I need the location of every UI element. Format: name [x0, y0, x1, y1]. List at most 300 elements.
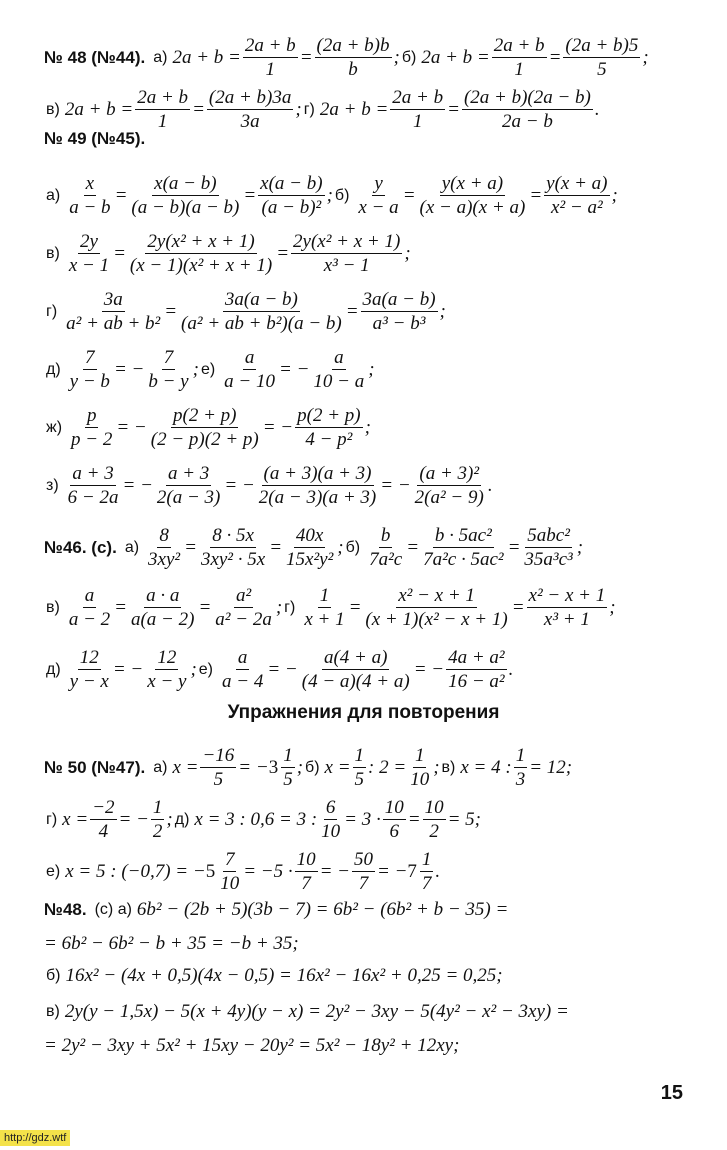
- math-line: [44, 648, 707, 691]
- fraction-denominator: 2: [152, 821, 163, 842]
- math-text: = −: [238, 757, 269, 778]
- math-line: [44, 130, 707, 147]
- fraction-numerator: x(a − b): [260, 173, 323, 194]
- math-line: [44, 36, 707, 79]
- math-text: = 3 ·: [344, 809, 381, 830]
- fraction: [135, 88, 190, 131]
- fraction: [367, 526, 404, 569]
- fraction-denominator: b: [348, 59, 358, 80]
- math-line: [44, 1002, 707, 1021]
- math-text: .: [435, 861, 441, 882]
- page-number: 15: [660, 1082, 683, 1104]
- fraction-denominator: y − x: [69, 671, 109, 692]
- math-text: =: [114, 185, 128, 206]
- subitem-label: б): [305, 758, 320, 776]
- fraction: [128, 232, 274, 275]
- fraction: [300, 648, 412, 691]
- math-text: ;: [576, 537, 584, 558]
- fraction-numerator: 2a + b: [493, 35, 545, 56]
- fraction-numerator: 40x: [295, 525, 324, 546]
- fraction-denominator: 2: [429, 821, 439, 842]
- fraction: [423, 798, 446, 841]
- subitem-label: а): [153, 758, 168, 776]
- math-text: .: [508, 659, 514, 680]
- math-text: = −: [122, 475, 153, 496]
- fraction: [462, 88, 593, 131]
- math-line: [44, 798, 707, 841]
- fraction-numerator: (2a + b)3a: [208, 87, 292, 108]
- exercise-number: №46. (с).: [44, 538, 117, 557]
- fraction-denominator: a³ − b³: [372, 313, 426, 334]
- fraction-denominator: a − b: [69, 197, 111, 218]
- subitem-label: г): [303, 100, 315, 118]
- math-text: x =: [62, 809, 89, 830]
- fraction-numerator: a(4 + a): [323, 647, 388, 668]
- fraction: [291, 232, 402, 275]
- fraction-numerator: 3a(a − b): [224, 289, 298, 310]
- math-line: [44, 900, 707, 919]
- fraction-numerator: y(x + a): [546, 173, 608, 194]
- fraction-numerator: a + 3: [167, 463, 210, 484]
- math-text: ;: [433, 757, 440, 778]
- math-text: 2y(y − 1,5x) − 5(x + 4y)(y − x) = 2y² − 3xy − 5(4y² − x² − 3xy) =: [64, 1001, 569, 1022]
- fraction-denominator: a − 2: [68, 609, 111, 630]
- math-text: .: [487, 475, 493, 496]
- mixed-whole: 5: [205, 861, 216, 882]
- fraction-numerator: 4a + a²: [448, 647, 505, 668]
- fraction: [413, 464, 486, 507]
- math-text: ;: [295, 99, 302, 120]
- fraction-denominator: x − y: [147, 671, 187, 692]
- fraction-numerator: 1: [414, 745, 425, 766]
- fraction-denominator: 10: [220, 873, 240, 894]
- math-text: = −: [380, 475, 411, 496]
- fraction: [527, 586, 608, 629]
- fraction-denominator: x² − a²: [551, 197, 603, 218]
- fraction: [199, 526, 267, 569]
- subitem-label: в): [46, 598, 60, 616]
- fraction-denominator: (4 − a)(4 + a): [301, 671, 410, 692]
- math-text: = −: [118, 809, 149, 830]
- fraction: [492, 36, 547, 79]
- fraction-numerator: p(2 + p): [297, 405, 361, 426]
- fraction: [69, 406, 114, 449]
- math-text: ;: [642, 47, 649, 68]
- fraction-denominator: x³ − 1: [323, 255, 370, 276]
- math-text: = −: [319, 861, 350, 882]
- math-text: = −: [262, 417, 294, 438]
- math-text: = 5;: [447, 809, 481, 830]
- fraction: [90, 798, 116, 841]
- fraction-numerator: 1: [152, 797, 163, 818]
- fraction-denominator: 10: [410, 769, 430, 790]
- math-text: 16x² − (4x + 0,5)(4x − 0,5) = 16x² − 16x² + 0,25 = 0,25;: [65, 965, 503, 986]
- subitem-label: д): [46, 360, 61, 378]
- fraction-denominator: (a − b)(a − b): [131, 197, 240, 218]
- fraction: [383, 798, 406, 841]
- fraction-denominator: 1: [514, 59, 524, 80]
- math-text: = −: [279, 359, 310, 380]
- fraction-denominator: 1: [157, 111, 168, 132]
- fraction: [68, 648, 111, 691]
- fraction: [311, 348, 366, 391]
- mixed-whole: 3: [268, 757, 279, 778]
- subitem-label: а): [124, 538, 140, 556]
- subitem-label: (с) а): [94, 900, 132, 918]
- fraction-denominator: b − y: [148, 371, 189, 392]
- fraction-numerator: a: [334, 347, 344, 368]
- fraction: [220, 648, 265, 691]
- fraction-numerator: p(2 + p): [173, 405, 237, 426]
- subitem-label: г): [46, 302, 58, 320]
- fraction: [257, 464, 378, 507]
- fraction-numerator: x² − x + 1: [528, 585, 606, 606]
- math-line: [44, 850, 707, 893]
- math-text: = 6b² − 6b² − b + 35 = −b + 35;: [44, 933, 299, 954]
- math-line: [44, 348, 707, 391]
- fraction-denominator: 7a²c · 5ac²: [423, 549, 504, 570]
- math-text: =: [276, 243, 290, 264]
- exercise-number: № 49 (№45).: [44, 129, 146, 148]
- fraction-numerator: 8 · 5x: [212, 525, 254, 546]
- fraction-denominator: a − 4: [222, 671, 264, 692]
- fraction-numerator: y: [374, 173, 383, 194]
- math-text: ;: [275, 597, 283, 618]
- fraction-numerator: 1: [421, 849, 432, 870]
- math-text: = −5 ·: [243, 861, 293, 882]
- math-text: = 2y² − 3xy + 5x² + 15xy − 20y² = 5x² − 18y² + 12xy;: [44, 1035, 460, 1056]
- math-line: [44, 526, 707, 569]
- math-text: x =: [172, 757, 199, 778]
- fraction-denominator: 5: [597, 59, 607, 80]
- fraction: [146, 348, 190, 391]
- math-text: 2a + b =: [64, 99, 134, 120]
- fraction: [179, 290, 344, 333]
- fraction-denominator: 7: [301, 873, 311, 894]
- fraction-numerator: 12: [157, 647, 177, 668]
- fraction: [284, 526, 335, 569]
- math-text: ;: [326, 185, 333, 206]
- math-line: [44, 966, 707, 985]
- fraction: [146, 526, 182, 569]
- math-text: =: [198, 597, 212, 618]
- math-text: = −: [113, 359, 145, 380]
- fraction-numerator: x(a − b): [154, 173, 217, 194]
- fraction: [67, 232, 111, 275]
- math-text: =: [407, 809, 421, 830]
- math-text: .: [594, 99, 600, 120]
- math-text: =: [345, 301, 359, 322]
- fraction-denominator: 3a: [240, 111, 260, 132]
- fraction-numerator: x: [85, 173, 95, 194]
- math-text: ;: [190, 659, 197, 680]
- fraction-numerator: 2y(x² + x + 1): [293, 231, 401, 252]
- math-text: =: [299, 47, 313, 68]
- subitem-label: ж): [46, 418, 63, 436]
- fraction-denominator: 7a²c: [369, 549, 403, 570]
- subitem-label: в): [441, 758, 456, 776]
- math-text: ;: [393, 47, 400, 68]
- math-text: =: [447, 99, 460, 120]
- fraction: [408, 746, 431, 789]
- fraction-denominator: (x − 1)(x² + x + 1): [129, 255, 273, 276]
- fraction-numerator: y(x + a): [441, 173, 504, 194]
- fraction-denominator: x − a: [358, 197, 399, 218]
- math-line: [44, 1036, 707, 1055]
- fraction-numerator: 50: [354, 849, 373, 870]
- fraction: [155, 464, 222, 507]
- math-line: [44, 934, 707, 953]
- fraction: [129, 586, 196, 629]
- fraction: [145, 648, 188, 691]
- fraction-numerator: 5abc²: [527, 525, 570, 546]
- subitem-label: д): [174, 810, 190, 828]
- mixed-number: [269, 746, 297, 789]
- fraction-denominator: 5: [283, 769, 293, 790]
- math-line: [44, 174, 707, 217]
- fraction-denominator: (2 − p)(2 + p): [150, 429, 259, 450]
- fraction: [315, 36, 392, 79]
- fraction-denominator: 5: [213, 769, 224, 790]
- fraction-numerator: −16: [202, 745, 235, 766]
- math-line: [44, 232, 707, 275]
- math-text: =: [507, 537, 521, 558]
- fraction-denominator: 4 − p²: [305, 429, 353, 450]
- fraction-denominator: 16 − a²: [448, 671, 505, 692]
- fraction: [295, 850, 318, 893]
- math-line: [44, 406, 707, 449]
- watermark-link[interactable]: http://gdz.wtf: [0, 1130, 70, 1146]
- fraction-numerator: 2a + b: [137, 87, 189, 108]
- subitem-label: д): [46, 660, 61, 678]
- math-text: 6b² − (2b + 5)(3b − 7) = 6b² − (6b² + b − 35) =: [136, 899, 509, 920]
- math-text: = −: [112, 659, 144, 680]
- fraction-numerator: (a + 3)(a + 3): [263, 463, 372, 484]
- fraction: [390, 88, 445, 131]
- fraction: [353, 746, 367, 789]
- math-text: =: [243, 185, 257, 206]
- fraction-denominator: y − b: [69, 371, 110, 392]
- fraction-denominator: 3: [515, 769, 526, 790]
- fraction-denominator: 1: [412, 111, 423, 132]
- fraction-numerator: a: [244, 347, 255, 368]
- fraction-numerator: 2a + b: [392, 87, 444, 108]
- subitem-label: б): [345, 538, 361, 556]
- math-text: = −: [267, 659, 298, 680]
- math-text: =: [348, 597, 362, 618]
- fraction-numerator: x² − x + 1: [398, 585, 475, 606]
- fraction-denominator: (x − a)(x + a): [419, 197, 526, 218]
- subitem-label: а): [153, 48, 168, 66]
- fraction-numerator: (2a + b)(2a − b): [463, 87, 591, 108]
- fraction: [514, 746, 528, 789]
- math-text: ;: [439, 301, 446, 322]
- math-text: =: [402, 185, 416, 206]
- math-text: = 12;: [529, 757, 573, 778]
- math-text: =: [269, 537, 283, 558]
- math-text: 2a + b =: [319, 99, 389, 120]
- math-text: ;: [166, 809, 173, 830]
- fraction-numerator: 1: [354, 745, 365, 766]
- math-text: 2a + b =: [421, 47, 490, 68]
- fraction: [544, 174, 609, 217]
- mixed-number: [206, 850, 244, 893]
- fraction: [67, 174, 112, 217]
- fraction-denominator: a − 10: [224, 371, 275, 392]
- fraction-denominator: 7: [421, 873, 432, 894]
- fraction-numerator: 8: [159, 525, 169, 546]
- mixed-whole: 7: [407, 861, 417, 882]
- fraction-denominator: a² − 2a: [215, 609, 272, 630]
- math-text: 2a + b =: [172, 47, 241, 68]
- subitem-label: в): [46, 100, 60, 118]
- math-line: [44, 586, 707, 629]
- fraction-denominator: 2(a − 3): [156, 487, 221, 508]
- fraction-numerator: 3a: [103, 289, 123, 310]
- fraction-denominator: 35a³c³: [524, 549, 573, 570]
- math-text: = −: [116, 417, 147, 438]
- fraction-numerator: 12: [79, 647, 99, 668]
- math-text: x =: [324, 757, 351, 778]
- fraction-denominator: 5: [354, 769, 365, 790]
- fraction-denominator: 6 − 2a: [67, 487, 119, 508]
- fraction-numerator: 3a(a − b): [362, 289, 436, 310]
- math-text: : 2 =: [368, 757, 407, 778]
- math-text: =: [511, 597, 525, 618]
- math-text: ;: [611, 185, 618, 206]
- math-text: =: [548, 47, 562, 68]
- fraction-denominator: 2(a² − 9): [414, 487, 484, 508]
- fraction-numerator: a + 3: [72, 463, 114, 484]
- subitem-label: б): [334, 186, 350, 204]
- fraction: [213, 586, 274, 629]
- fraction-numerator: 1: [283, 745, 293, 766]
- math-text: ;: [337, 537, 344, 558]
- math-text: ;: [296, 757, 304, 778]
- fraction-numerator: (2a + b)5: [565, 35, 639, 56]
- fraction: [64, 290, 162, 333]
- fraction: [218, 850, 241, 893]
- fraction-numerator: (a + 3)²: [419, 463, 480, 484]
- fraction: [421, 526, 506, 569]
- subitem-label: б): [401, 48, 417, 66]
- subitem-label: е): [198, 660, 214, 678]
- fraction-denominator: a(a − 2): [130, 609, 195, 630]
- fraction-denominator: x + 1: [304, 609, 345, 630]
- fraction-denominator: 4: [98, 821, 109, 842]
- math-text: =: [164, 301, 178, 322]
- math-text: = −: [377, 861, 408, 882]
- subitem-label: г): [46, 810, 58, 828]
- fraction-numerator: a²: [235, 585, 252, 606]
- fraction-denominator: 3xy² · 5x: [200, 549, 266, 570]
- fraction: [258, 174, 324, 217]
- fraction: [319, 798, 342, 841]
- fraction-denominator: (x + 1)(x² − x + 1): [365, 609, 508, 630]
- fraction: [295, 406, 362, 449]
- fraction-denominator: 2(a − 3)(a + 3): [258, 487, 377, 508]
- math-text: =: [406, 537, 420, 558]
- fraction: [363, 586, 509, 629]
- math-line: [44, 88, 707, 131]
- subitem-label: з): [46, 476, 59, 494]
- fraction: [68, 348, 112, 391]
- math-text: = −: [224, 475, 255, 496]
- fraction-denominator: x³ + 1: [543, 609, 590, 630]
- fraction: [66, 464, 121, 507]
- fraction-numerator: 10: [384, 797, 404, 818]
- fraction-denominator: 6: [389, 821, 399, 842]
- math-text: ;: [609, 597, 616, 618]
- fraction-numerator: b: [380, 525, 391, 546]
- math-text: =: [529, 185, 543, 206]
- fraction-denominator: (a² + ab + b²)(a − b): [181, 313, 342, 334]
- fraction: [222, 348, 277, 391]
- fraction: [67, 586, 112, 629]
- fraction: [149, 406, 261, 449]
- fraction: [420, 850, 434, 893]
- fraction-denominator: 7: [358, 873, 369, 894]
- math-text: =: [184, 537, 197, 558]
- math-text: =: [114, 597, 127, 618]
- fraction-denominator: 10: [321, 821, 341, 842]
- math-text: ;: [192, 359, 199, 380]
- fraction: [151, 798, 165, 841]
- math-text: ;: [404, 243, 411, 264]
- fraction: [129, 174, 241, 217]
- math-text: = −: [413, 659, 445, 680]
- math-text: =: [192, 99, 205, 120]
- fraction-numerator: 1: [515, 745, 526, 766]
- math-line: [44, 290, 707, 333]
- math-text: x = 3 : 0,6 = 3 :: [194, 809, 318, 830]
- fraction-denominator: 15x²y²: [286, 549, 334, 570]
- fraction-numerator: 2a + b: [244, 35, 296, 56]
- fraction-denominator: (a − b)²: [261, 197, 322, 218]
- fraction: [446, 648, 507, 691]
- fraction-numerator: a: [84, 585, 95, 606]
- fraction-numerator: 2y(x² + x + 1): [147, 231, 255, 252]
- exercise-number: № 48 (№44).: [44, 48, 146, 67]
- fraction-denominator: x − 1: [68, 255, 110, 276]
- fraction: [302, 586, 346, 629]
- math-line: [44, 746, 707, 789]
- fraction-denominator: 2a − b: [502, 111, 553, 132]
- fraction-numerator: 6: [325, 797, 336, 818]
- fraction: [563, 36, 640, 79]
- subitem-label: е): [46, 862, 61, 880]
- fraction: [418, 174, 528, 217]
- fraction: [207, 88, 293, 131]
- subitem-label: в): [46, 244, 60, 262]
- fraction-denominator: a² + ab + b²: [66, 313, 161, 334]
- fraction-numerator: 2y: [79, 231, 98, 252]
- math-line: [44, 464, 707, 507]
- fraction: [352, 850, 375, 893]
- fraction-denominator: p − 2: [71, 429, 113, 450]
- math-text: ;: [364, 417, 371, 438]
- math-text: ;: [368, 359, 375, 380]
- fraction-numerator: 7: [163, 347, 174, 368]
- fraction-numerator: a: [237, 647, 248, 668]
- subitem-label: б): [46, 966, 61, 984]
- fraction: [522, 526, 574, 569]
- subitem-label: в): [46, 1002, 60, 1020]
- fraction-numerator: −2: [92, 797, 115, 818]
- fraction-denominator: 10 − a: [313, 371, 365, 392]
- fraction-numerator: 7: [85, 347, 95, 368]
- section-heading: Упражнения для повторения: [227, 702, 500, 723]
